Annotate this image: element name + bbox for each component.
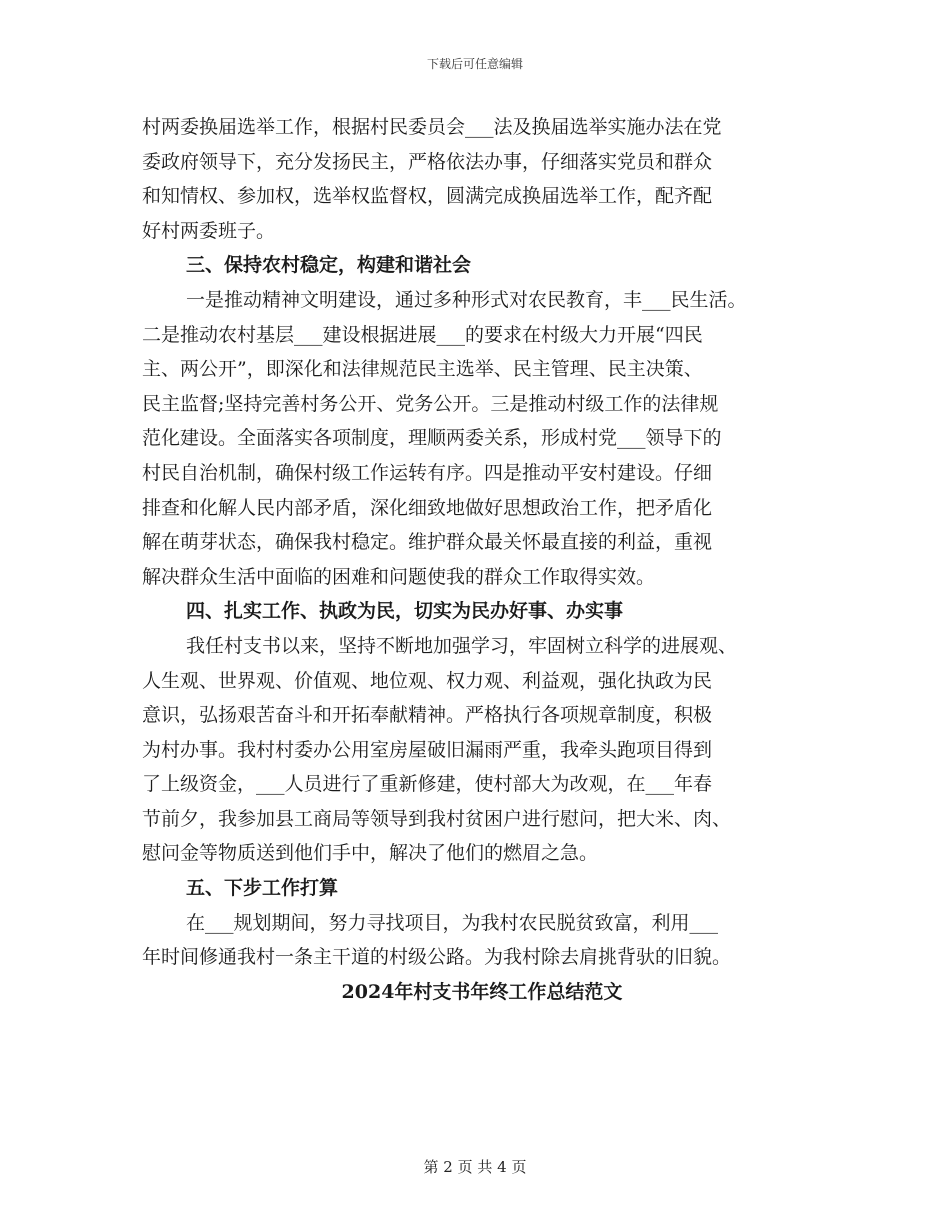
body-line: 意识，弘扬艰苦奋斗和开拓奉献精神。严格执行各项规章制度，积极 (142, 704, 713, 727)
document-title: 2024年村支书年终工作总结范文 (341, 980, 623, 1003)
body-line: 解在萌芽状态，确保我村稳定。维护群众最关怀最直接的利益，重视 (142, 531, 713, 554)
body-line: 二是推动农村基层___建设根据进展___的要求在村级大力开展“四民 (142, 323, 703, 346)
body-line: 范化建设。全面落实各项制度，理顺两委关系，形成村党___领导下的 (142, 427, 722, 450)
body-line: 年时间修通我村一条主干道的村级公路。为我村除去肩挑背驮的旧貌。 (142, 946, 732, 969)
document-body (142, 110, 822, 1009)
body-line: 节前夕，我参加县工商局等领导到我村贫困户进行慰问，把大米、肉、 (142, 807, 732, 830)
paragraph-first-line: 我任村支书以来，坚持不断地加强学习，牢固树立科学的进展观、 (186, 634, 738, 657)
page-number-footer: 第 2 页 共 4 页 (423, 1158, 527, 1176)
body-line: 村两委换届选举工作，根据村民委员会___法及换届选举实施办法在党 (142, 116, 722, 138)
paragraph-first-line: 一是推动精神文明建设，通过多种形式对农民教育，丰___民生活。 (186, 288, 747, 311)
section-heading: 三、保持农村稳定，构建和谐社会 (186, 254, 472, 277)
body-line: 好村两委班子。 (142, 219, 276, 242)
body-line: 了上级资金，___人员进行了重新修建，使村部大为改观，在___年春 (142, 773, 713, 796)
section-heading: 四、扎实工作、执政为民，切实为民办好事、办实事 (186, 600, 624, 623)
body-line: 为村办事。我村村委办公用室房屋破旧漏雨严重，我牵头跑项目得到 (142, 738, 713, 761)
body-line: 排查和化解人民内部矛盾，深化细致地做好思想政治工作，把矛盾化 (142, 496, 713, 519)
page-header: 下载后可任意编辑 (426, 57, 523, 71)
body-line: 和知情权、参加权，选举权监督权，圆满完成换届选举工作，配齐配 (142, 185, 713, 208)
paragraph-first-line: 在___规划期间，努力寻找项目，为我村农民脱贫致富，利用___ (186, 911, 719, 934)
body-line: 民主监督;坚持完善村务公开、党务公开。三是推动村级工作的法律规 (142, 392, 719, 415)
body-line: 人生观、世界观、价值观、地位观、权力观、利益观，强化执政为民 (142, 669, 713, 692)
body-line: 村民自治机制，确保村级工作运转有序。四是推动平安村建设。仔细 (142, 461, 713, 484)
body-line: 解决群众生活中面临的困难和问题使我的群众工作取得实效。 (142, 565, 656, 588)
body-line: 慰问金等物质送到他们手中，解决了他们的燃眉之急。 (142, 842, 599, 865)
section-heading: 五、下步工作打算 (186, 877, 339, 900)
body-line: 主、两公开”，即深化和法律规范民主选举、民主管理、民主决策、 (142, 358, 703, 381)
body-line: 委政府领导下，充分发扬民主，严格依法办事，仔细落实党员和群众 (142, 150, 713, 173)
